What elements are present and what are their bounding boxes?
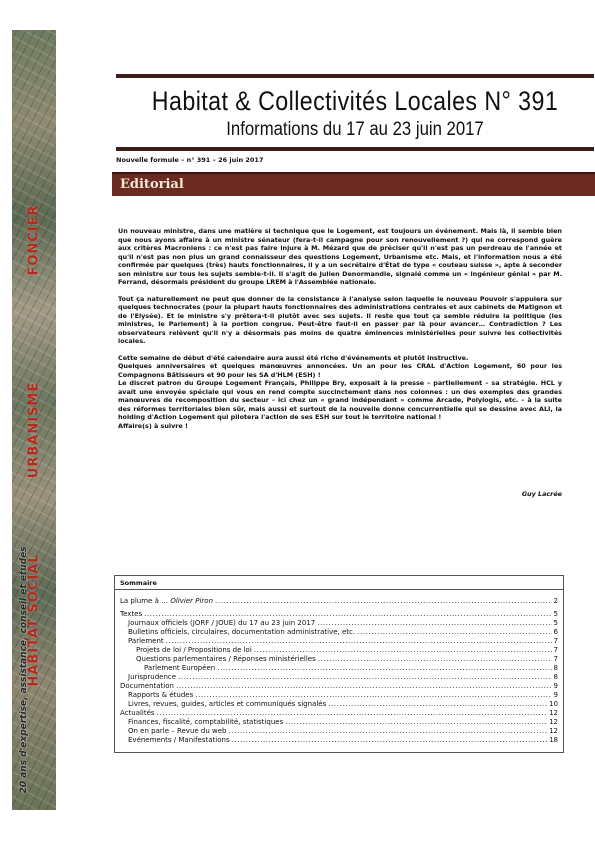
toc-entry-title: Bulletins officiels, circulaires, documentation administrative, etc. [128, 628, 356, 636]
masthead [116, 74, 594, 151]
toc-leader-dots [215, 597, 552, 606]
toc-entry[interactable] [120, 718, 558, 727]
toc-entry-page: 12 [549, 709, 558, 717]
toc-entry[interactable] [120, 682, 558, 691]
newsletter-title: Habitat & Collectivités Locales N° 391 [151, 86, 559, 116]
toc-leader-dots [317, 619, 551, 628]
issue-line: Nouvelle formule – n° 391 – 26 juin 2017 [116, 156, 264, 164]
toc-leader-dots [229, 727, 548, 736]
toc-entry-page: 5 [553, 610, 558, 618]
toc-leader-dots [232, 736, 547, 745]
toc-entry-title: Rapports & études [128, 691, 194, 699]
toc-entry-page: 8 [553, 673, 558, 681]
editorial-paragraph: Affaire(s) à suivre ! [118, 421, 188, 430]
editorial-author: Guy Lacrée [521, 490, 562, 498]
toc-entry[interactable] [120, 700, 558, 709]
toc-entry-title: On en parle – Revue du web [128, 727, 227, 735]
toc-entry-title: Projets de loi / Propositions de loi [136, 646, 252, 654]
toc-entry[interactable] [120, 610, 558, 619]
toc-entry-page: 5 [553, 619, 558, 627]
toc-entry-page: 9 [553, 691, 558, 699]
toc-entry[interactable] [120, 664, 558, 673]
toc-leader-dots [285, 718, 547, 727]
toc-entry[interactable] [120, 628, 558, 637]
toc-leader-dots [318, 655, 552, 664]
toc-entry-title: Evénements / Manifestations [128, 736, 230, 744]
toc-entry[interactable] [120, 646, 558, 655]
toc-entry-title: Documentation [120, 682, 174, 690]
editorial-paragraph: Cette semaine de début d'été calendaire aura aussi été riche d'événements et plutôt instructive. [118, 353, 469, 362]
band-word-habitat-social: HABITAT SOCIAL [26, 553, 42, 687]
toc-entry[interactable] [120, 619, 558, 628]
editorial-header-bar [112, 172, 595, 196]
toc-entry-page: 12 [549, 727, 558, 735]
toc-leader-dots [217, 664, 551, 673]
toc-entry-title: Textes [120, 610, 143, 618]
toc-entry-page: 18 [549, 736, 558, 744]
editorial-label: Editorial [120, 177, 184, 192]
toc-entry-page: 8 [553, 664, 558, 672]
toc-entry[interactable] [120, 597, 558, 606]
toc-entry-title: Actualités [120, 709, 155, 717]
band-tagline: 20 ans d'expertise, assistance, conseil et études [19, 546, 29, 794]
toc-entry-title: Finances, fiscalité, comptabilité, statistiques [128, 718, 284, 726]
toc-entry[interactable] [120, 727, 558, 736]
toc-entry-page: 2 [553, 597, 558, 605]
toc-entry-title: Parlement Européen [144, 664, 216, 672]
editorial-paragraph: Tout ça naturellement ne peut que donner de la consistance à l'analyse selon laquelle le nouveau Pouvoir s'appuiera sur quelques technocrates (pour la plupart hauts fonctionnaires des administrations centrales et aux cabinets de Matignon et de l'Elysée). Et le ministre s'y prêtera-t-il plutôt avec ses sujets. Il reste que tout ça semble réduire la politique (les ministres, le Parlement) à la portion congrue. Peut-être faut-il en passer par là pour avancer… Contradiction ? Les observateurs relèvent qu'il n'y a désormais pas moins de quatre éminences ministérielles pour suivre les collectivités locales. [118, 294, 562, 345]
toc-leader-dots [144, 610, 551, 619]
toc-entry-title: La plume à … [120, 597, 169, 605]
toc-entry-title: Questions parlementaires / Réponses ministérielles [136, 655, 316, 663]
toc-leader-dots [328, 700, 547, 709]
toc-entry[interactable] [120, 709, 558, 718]
toc-list [115, 590, 563, 745]
toc-entry[interactable] [120, 673, 558, 682]
band-word-foncier: FONCIER [26, 204, 42, 276]
toc-leader-dots [178, 673, 551, 682]
masthead-top-rule [116, 74, 594, 78]
toc-entry-author: Olivier Piron [170, 597, 214, 605]
toc-entry-page: 12 [549, 718, 558, 726]
toc-leader-dots [157, 709, 548, 718]
toc-entry-page: 7 [553, 646, 558, 654]
toc-leader-dots [166, 637, 552, 646]
newsletter-subtitle: Informations du 17 au 23 juin 2017 [226, 119, 484, 140]
band-word-urbanisme: URBANISME [26, 381, 42, 479]
toc-entry-page: 7 [553, 655, 558, 663]
toc-entry[interactable] [120, 736, 558, 745]
toc-leader-dots [254, 646, 552, 655]
toc-entry[interactable] [120, 637, 558, 646]
masthead-bottom-rule [116, 147, 594, 151]
editorial-body [118, 227, 562, 430]
toc-entry-page: 9 [553, 682, 558, 690]
editorial-paragraph: Quelques anniversaires et quelques manœuvres annoncées. Un an pour les CRAL d'Action Logement, 60 pour les Compagnons Bâtisseurs et 90 pour les SA d'HLM (ESH) ! [118, 362, 562, 379]
toc-leader-dots [176, 682, 552, 691]
toc-entry-page: 6 [553, 628, 558, 636]
aerial-photo-band [12, 30, 56, 810]
toc-leader-dots [195, 691, 551, 700]
toc-entry-page: 7 [553, 637, 558, 645]
toc-entry-title: Jurisprudence [128, 673, 177, 681]
toc-entry[interactable] [120, 691, 558, 700]
editorial-paragraph: Le discret patron du Groupe Logement Français, Philippe Bry, exposait à la presse – partiellement – sa stratégie. HCL y avait une envoyée spéciale qui vous en rend compte succinctement dans nos colonnes : un des exemples des grandes manœuvres de recomposition du secteur – ici chez un « grand indépendant » comme Arcade, Polylogis, etc. – à la suite des réformes territoriales bien sûr, mais aussi et surtout de la nouvelle donne concurrentielle qui se dessine avec ALI, la holding d'Action Logement qui pilotera l'action de ses ESH sur tout le territoire national ! [118, 379, 562, 421]
sommaire-box [114, 575, 564, 753]
sommaire-heading: Sommaire [115, 576, 563, 590]
toc-entry-title: Journaux officiels (JORF / JOUE) du 17 au 23 juin 2017 [128, 619, 316, 627]
toc-entry-page: 10 [549, 700, 558, 708]
toc-leader-dots [357, 628, 551, 637]
toc-entry[interactable] [120, 655, 558, 664]
toc-entry-title: Parlement [128, 637, 164, 645]
editorial-paragraph: Un nouveau ministre, dans une matière si technique que le Logement, est toujours un événement. Mais là, il semble bien que nous ayons affaire à un ministre sénateur (fera-t-il campagne pour son renouvellement ?) qui ne correspond guère aux critères Macroniens : ce n'est pas faire injure à M. Mézard que de préciser qu'il n'est pas un perdreau de l'année et qu'il n'est pas non plus un grand connaisseur des questions Logement, Urbanisme etc. Mais, et l'information nous a été confirmée par quelques (très) hauts fonctionnaires, il y a un secrétaire d'État de type « couteau suisse », apte à seconder son ministre sur tous les sujets semble-t-il. Il s'agit de Julien Denormandie, signalé comme un « ingénieur génial » par M. Ferrand, désormais président du groupe LREM à l'Assemblée nationale. [118, 227, 562, 286]
toc-entry-title: Livres, revues, guides, articles et communiqués signalés [128, 700, 327, 708]
